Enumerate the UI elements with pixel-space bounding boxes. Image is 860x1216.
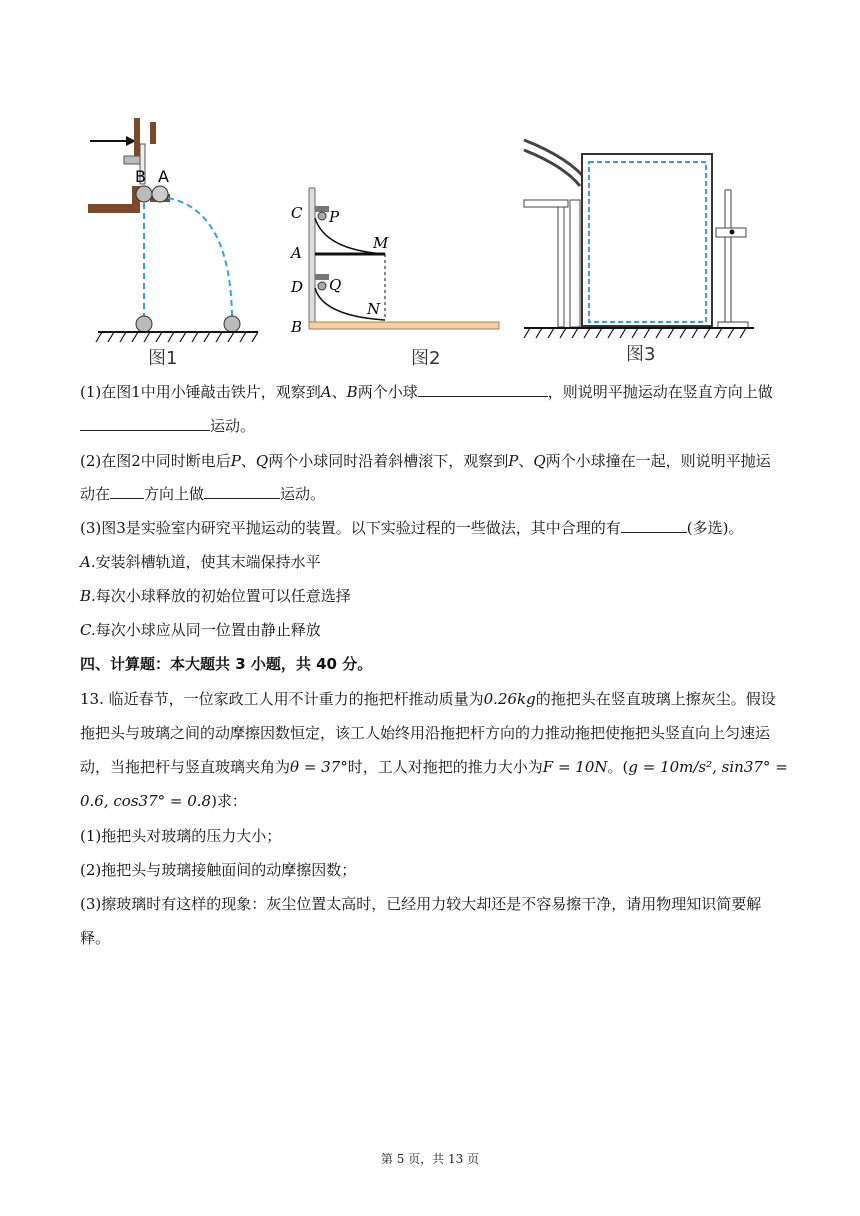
bottom-board [309,322,499,329]
mark-a: A [291,244,302,262]
q13-sub2: (2)拖把头与玻璃接触面间的动摩擦因数； [80,861,357,879]
option-b: B.每次小球释放的初始位置可以任意选择 [80,587,351,605]
figure-3 [520,110,760,372]
q1-line1: (1)在图1中用小锤敲击铁片，观察到A、B两个小球 ，则说明平抛运动在竖直方向上做 [80,383,773,401]
q13-sub3-line2: 释。 [80,929,111,947]
mark-q: Q [329,276,342,294]
q13-line2: 拖把头与玻璃之间的动摩擦因数恒定，该工人始终用沿拖把杆方向的力推动拖把使拖把头竖直向上匀速运 [80,724,771,742]
backboard [582,154,712,326]
q1-line2: 运动。 [80,416,255,436]
ball-q [318,282,326,290]
label-b: B [135,167,146,186]
mark-b: B [291,318,303,336]
clamp-screw [730,230,735,235]
answer-blank[interactable] [204,484,280,499]
magnet-d [315,274,329,280]
q2-line2: 动在 方向上做 运动。 [80,485,326,503]
parabolic-trajectory [168,198,232,316]
support-post [570,200,580,327]
section-heading: 四、计算题：本大题共 3 小题，共 40 分。 [80,655,373,673]
figure-3-label: 图3 [626,344,656,365]
figure-1 [80,110,265,372]
ball-p [318,212,326,220]
table-top [524,200,568,207]
q13-sub3-line1: (3)擦玻璃时有这样的现象：灰尘位置太高时，已经用力较大却还是不容易擦干净，请用物理知识简要解 [80,895,762,913]
mark-c: C [291,204,303,222]
hammer-handle [134,118,140,158]
answer-blank[interactable] [418,382,548,397]
figure-2-label: 图2 [411,348,441,369]
chute-top [524,140,588,182]
q13-sub1: (1)拖把头对玻璃的压力大小； [80,827,282,845]
q13-line3: 动，当拖把杆与竖直玻璃夹角为θ = 37°时，工人对拖把的推力大小为F = 10N。(g = 10m/s², sin37° = [80,758,788,776]
option-a: A.安装斜槽轨道，使其末端保持水平 [80,553,321,571]
page-footer: 第 5 页，共 13 页 [380,1152,480,1166]
ground-hatch [96,332,258,342]
ball-b [136,186,152,202]
mark-d: D [291,278,304,296]
ground-hatch [524,328,746,338]
q3-line1: (3)图3是实验室内研究平抛运动的装置。以下实验过程的一些做法，其中合理的有 (多选)。 [80,519,744,537]
mark-m: M [373,234,389,252]
figure-2 [285,110,510,372]
label-a: A [158,167,169,186]
mark-n: N [367,300,381,318]
table-leg [558,207,564,327]
q13-line4: 0.6, cos37° = 0.8)求： [80,792,247,810]
figure-1-label: 图1 [148,348,178,369]
mark-p: P [329,208,340,226]
ball-a-landed [224,316,240,332]
option-c: C.每次小球应从同一位置由静止释放 [80,621,321,639]
answer-blank[interactable] [80,416,210,431]
q13-line1: 13. 临近春节，一位家政工人用不计重力的拖把杆推动质量为0.26kg的拖把头在竖直玻璃上擦灰尘。假设 [80,690,776,708]
answer-blank[interactable] [621,518,687,533]
chute-bottom [524,150,580,186]
figures-row [80,110,800,372]
vertical-board [309,188,315,328]
answer-blank[interactable] [110,484,144,499]
stand-rod [725,190,731,324]
ball-a [152,186,168,202]
q2-line1: (2)在图2中同时断电后P、Q两个小球同时沿着斜槽滚下，观察到P、Q两个小球撞在一起，则说明平抛运 [80,452,771,470]
iron-sheet [150,122,156,144]
magnet-c [315,206,329,212]
hammer-head [124,156,142,164]
ball-b-landed [136,316,152,332]
